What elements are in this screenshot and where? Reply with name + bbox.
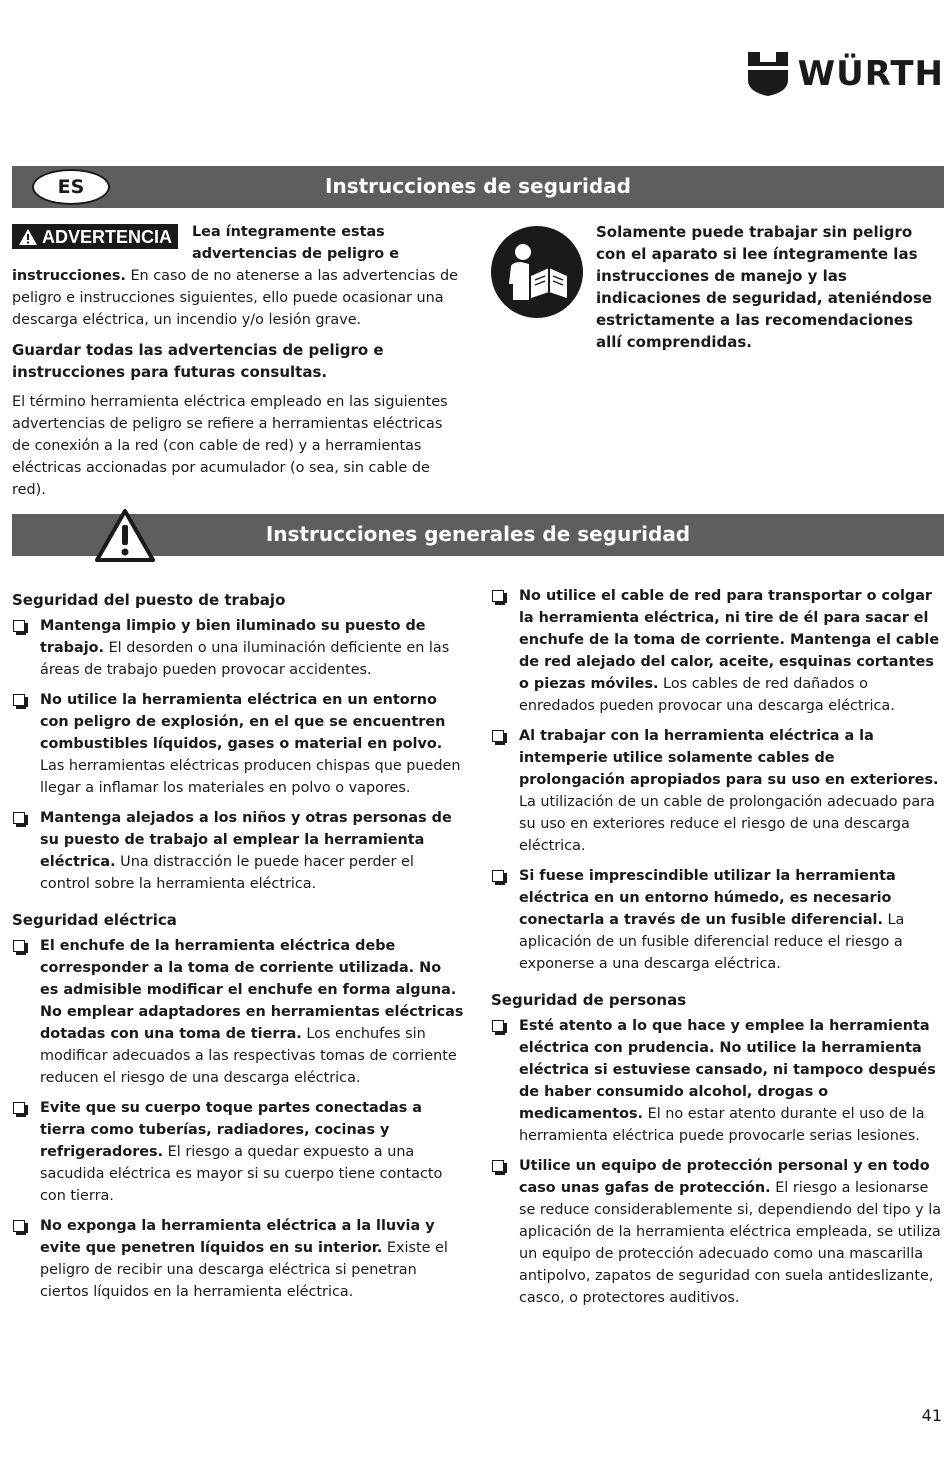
- section-title: Instrucciones generales de seguridad: [265, 522, 691, 546]
- wurth-emblem-icon: [748, 52, 788, 96]
- right-column: [491, 585, 943, 1317]
- list-item: Al trabajar con la herramienta eléctrica a la intemperie utilice solamente cables de prolongación apropiados para su uso en exteriores. La utilización de un cable de prolongación adecuado para su uso en exteriores reduce el riesgo de una descarga eléctrica.: [491, 725, 943, 857]
- left-column: [12, 585, 464, 1311]
- list-item: Si fuese imprescindible utilizar la herramienta eléctrica en un entorno húmedo, es necesario conectarla a través de un fusible diferencial. La aplicación de un fusible diferencial reduce el riesgo a exponerse a una descarga eléctrica.: [491, 865, 943, 975]
- checkbox-bullet-icon: [13, 1102, 25, 1114]
- checkbox-bullet-icon: [13, 1220, 25, 1232]
- section-header-general: [12, 514, 944, 556]
- warning-badge: [12, 224, 178, 249]
- list-item: Utilice un equipo de protección personal y en todo caso unas gafas de protección. El riesgo a lesionarse se reduce considerablemente si, dependiendo del tipo y la aplicación de la herramienta eléctrica empleada, se utiliza un equipo de protección adecuado como una mascarilla antipolvo, zapatos de seguridad con suela antideslizante, casco, o protectores auditivos.: [491, 1155, 943, 1309]
- checkbox-bullet-icon: [492, 870, 504, 882]
- section-title: Instrucciones de seguridad: [325, 174, 631, 198]
- page-number: 41: [921, 1406, 942, 1425]
- list-item: Evite que su cuerpo toque partes conectadas a tierra como tuberías, radiadores, cocinas y refrigeradores. El riesgo a quedar expuesto a una sacudida eléctrica es mayor si su cuerpo tiene contacto con tierra.: [12, 1097, 464, 1207]
- list-item: Mantenga limpio y bien iluminado su puesto de trabajo. El desorden o una iluminación deficiente en las áreas de trabajo pueden provocar accidentes.: [12, 615, 464, 681]
- list-item: Esté atento a lo que hace y emplee la herramienta eléctrica con prudencia. No utilice la herramienta eléctrica si estuviese cansado, ni tampoco después de haber consumido alcohol, drogas o medicamentos. El no estar atento durante el uso de la herramienta eléctrica puede provocarle serias lesiones.: [491, 1015, 943, 1147]
- checkbox-bullet-icon: [492, 730, 504, 742]
- read-manual-icon: [491, 226, 583, 318]
- checkbox-bullet-icon: [13, 620, 25, 632]
- warning-block: [12, 221, 460, 509]
- electrical-heading: Seguridad eléctrica: [12, 911, 177, 929]
- warning-triangle-icon: [18, 228, 38, 246]
- checkbox-bullet-icon: [13, 694, 25, 706]
- warning-term: El término herramienta eléctrica empleado en las siguientes advertencias de peligro se refiere a herramientas eléctricas de conexión a la red (con cable de red) y a herramientas eléctricas accionadas por acumulador (o sea, sin cable de red).: [12, 394, 448, 498]
- list-item: No exponga la herramienta eléctrica a la lluvia y evite que penetren líquidos en su interior. Existe el peligro de recibir una descarga eléctrica si penetran ciertos líquidos en la herramienta eléctrica.: [12, 1215, 464, 1303]
- checkbox-bullet-icon: [13, 812, 25, 824]
- checkbox-bullet-icon: [492, 1020, 504, 1032]
- list-item: No utilice el cable de red para transportar o colgar la herramienta eléctrica, ni tire de él para sacar el enchufe de la toma de corriente. Mantenga el cable de red alejado del calor, aceite, esquinas cortantes o piezas móviles. Los cables de red dañados o enredados pueden provocar una descarga eléctrica.: [491, 585, 943, 717]
- warning-lead-text: En caso de no atenerse a las advertencias de peligro e instrucciones siguientes, ello puede ocasionar una descarga eléctrica, un incendio y/o lesión grave.: [12, 268, 458, 328]
- warning-save: Guardar todas las advertencias de peligro e instrucciones para futuras consultas.: [12, 341, 384, 381]
- section-header-es: [12, 166, 944, 208]
- list-item: El enchufe de la herramienta eléctrica debe corresponder a la toma de corriente utilizada. No es admisible modificar el enchufe en forma alguna. No emplear adaptadores en herramientas eléctricas dotadas con una toma de tierra. Los enchufes sin modificar adecuados a las respectivas tomas de corriente reducen el riesgo de una descarga eléctrica.: [12, 935, 464, 1089]
- wurth-logo: [748, 52, 944, 96]
- checkbox-bullet-icon: [492, 590, 504, 602]
- checkbox-bullet-icon: [492, 1160, 504, 1172]
- read-manual-text: Solamente puede trabajar sin peligro con el aparato si lee íntegramente las instrucciones de manejo y las indicaciones de seguridad, ateniéndose estrictamente a las recomendaciones allí comprendidas.: [596, 223, 933, 351]
- checkbox-bullet-icon: [13, 940, 25, 952]
- language-badge: ES: [32, 169, 110, 205]
- list-item: No utilice la herramienta eléctrica en un entorno con peligro de explosión, en el que se encuentren combustibles líquidos, gases o material en polvo. Las herramientas eléctricas producen chispas que pueden llegar a inflamar los materiales en polvo o vapores.: [12, 689, 464, 799]
- personal-heading: Seguridad de personas: [491, 991, 687, 1009]
- warning-lead-bold: Lea íntegramente estas advertencias de peligro e instrucciones.: [12, 224, 399, 284]
- list-item: Mantenga alejados a los niños y otras personas de su puesto de trabajo al emplear la herramienta eléctrica. Una distracción le puede hacer perder el control sobre la herramienta eléctrica.: [12, 807, 464, 895]
- warning-badge-label: ADVERTENCIA: [42, 226, 173, 247]
- workplace-heading: Seguridad del puesto de trabajo: [12, 591, 286, 609]
- logo-text: WÜRTH: [797, 54, 944, 94]
